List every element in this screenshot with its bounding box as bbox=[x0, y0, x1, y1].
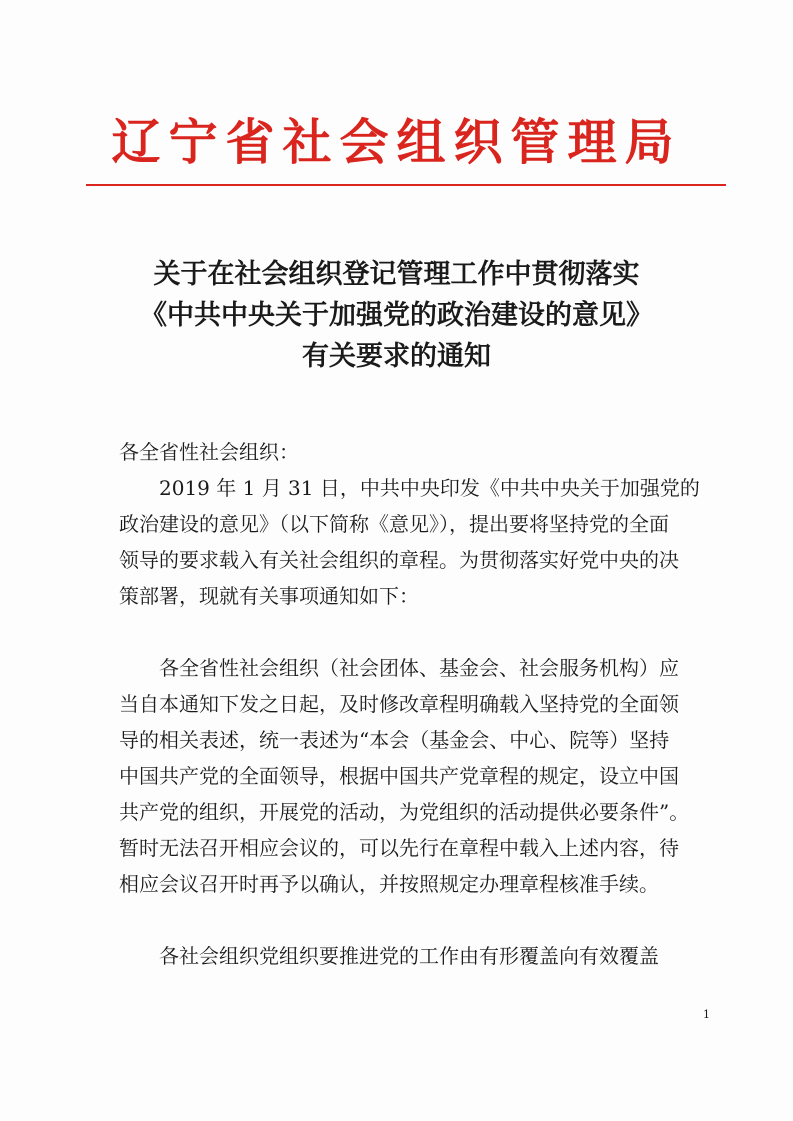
text-line: 中国共产党的全面领导，根据中国共产党章程的规定，设立中国 bbox=[119, 764, 679, 788]
title-line: 《中共中央关于加强党的政治建设的意见》 bbox=[140, 300, 653, 331]
paragraph-1 bbox=[119, 470, 699, 614]
salutation: 各全省性社会组织： bbox=[119, 440, 299, 464]
header-red-rule bbox=[86, 184, 726, 186]
text-line: 领导的要求载入有关社会组织的章程。为贯彻落实好党中央的决 bbox=[119, 548, 679, 572]
text-line: 相应会议召开时再予以确认，并按照规定办理章程核准手续。 bbox=[119, 872, 659, 896]
paragraph-2 bbox=[119, 650, 699, 902]
text-line: 2019 年 1 月 31 日，中共中央印发《中共中央关于加强党的 bbox=[119, 476, 700, 500]
text-line: 暂时无法召开相应会议的，可以先行在章程中载入上述内容，待 bbox=[119, 836, 679, 860]
text-line: 各社会组织党组织要推进党的工作由有形覆盖向有效覆盖 bbox=[119, 944, 659, 968]
document-title bbox=[60, 254, 733, 377]
title-line: 关于在社会组织登记管理工作中贯彻落实 bbox=[153, 259, 640, 290]
text-line: 导的相关表述，统一表述为“本会（基金会、中心、院等）坚持 bbox=[119, 728, 670, 752]
page-number: 1 bbox=[703, 1008, 710, 1021]
title-line: 有关要求的通知 bbox=[302, 341, 491, 372]
text-line: 共产党的组织，开展党的活动，为党组织的活动提供必要条件”。 bbox=[119, 800, 690, 824]
text-line: 当自本通知下发之日起，及时修改章程明确载入坚持党的全面领 bbox=[119, 692, 679, 716]
text-line: 各全省性社会组织（社会团体、基金会、社会服务机构）应 bbox=[119, 656, 679, 680]
text-line: 政治建设的意见》（以下简称《意见》），提出要将坚持党的全面 bbox=[119, 512, 669, 536]
text-line: 策部署，现就有关事项通知如下： bbox=[119, 584, 419, 608]
paragraph-3 bbox=[119, 938, 699, 974]
agency-header: 辽宁省社会组织管理局 bbox=[111, 114, 682, 171]
